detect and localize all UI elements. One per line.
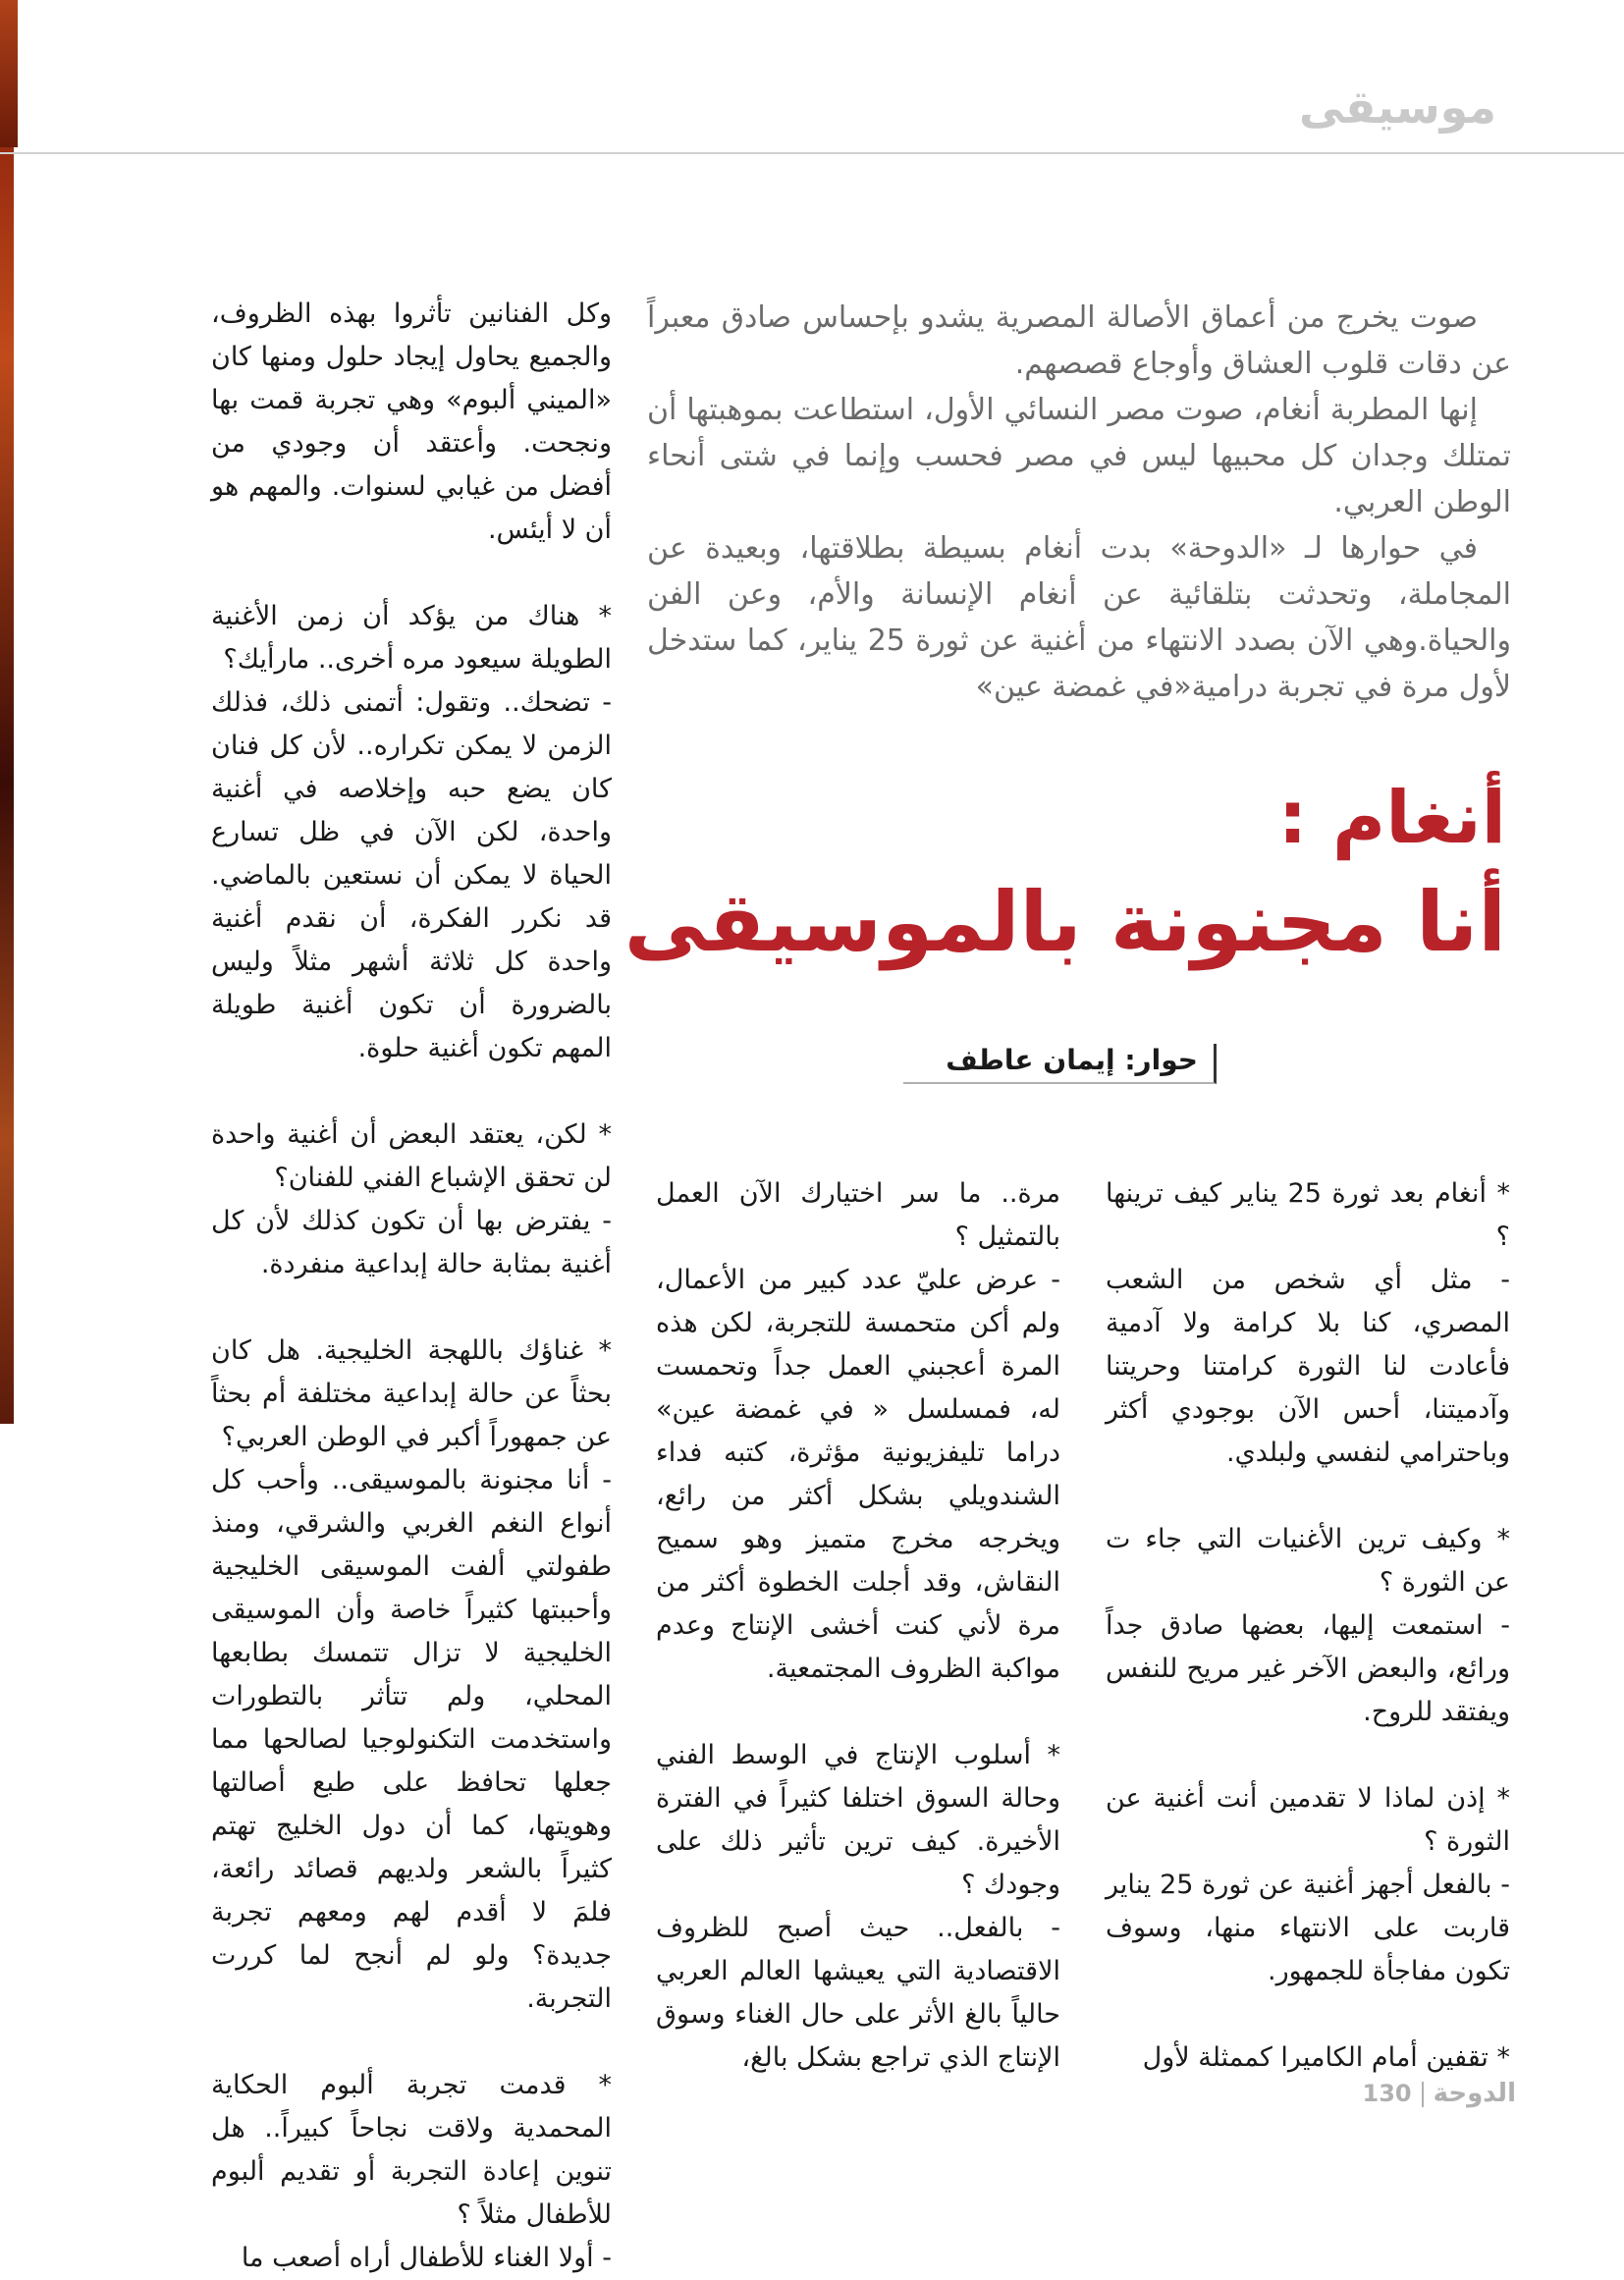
paragraph: مرة.. ما سر اختيارك الآن العمل بالتمثيل ؟ bbox=[656, 1178, 1060, 1252]
intro-paragraph: في حوارها لـ «الدوحة» بدت أنغام بسيطة بطلاقتها، وبعيدة عن المجاملة، وتحدثت بتلقائية عن أنغام الإنسانة والأم، وعن الفن والحياة.وهي الآن بصدد الانتهاء من أغنية عن ثورة 25 يناير، كما ستدخل لأول مرة في تجربة درامية«في غمضة عين» bbox=[647, 531, 1511, 704]
answer: - مثل أي شخص من الشعب المصري، كنا بلا كرامة ولا آدمية فأعادت لنا الثورة كرامتنا وحريتنا وآدميتنا، أحس الآن بوجودي أكثر وباحترامي لنفسي ولبلدي. bbox=[1106, 1265, 1510, 1468]
question: * أنغام بعد ثورة 25 يناير كيف ترينها ؟ bbox=[1106, 1178, 1510, 1252]
question: * قدمت تجربة ألبوم الحكاية المحمدية ولاقت نجاحاً كبيراً.. هل تنوين إعادة التجربة أو تقديم ألبوم للأطفال مثلاً ؟ bbox=[211, 2070, 612, 2230]
page-footer bbox=[1363, 2079, 1516, 2108]
answer: - عرض عليّ عدد كبير من الأعمال، ولم أكن متحمسة للتجربة، لكن هذه المرة أعجبني العمل جداً وتحمست له، فمسلسل « في غمضة عين» دراما تليفزيونية مؤثرة، كتبه فداء الشندويلي بشكل أكثر من رائع، ويخرجه مخرج متميز وهو سميح النقاش، وقد أجلت الخطوة أكثر من مرة لأني كنت أخشى الإنتاج وعدم مواكبة الظروف المجتمعية. bbox=[656, 1265, 1060, 1684]
answer: - بالفعل.. حيث أصبح للظروف الاقتصادية التي يعيشها العالم العربي حالياً بالغ الأثر على حال الغناء وسوق الإنتاج الذي تراجع بشكل بالغ، bbox=[656, 1913, 1060, 2073]
column-right bbox=[1106, 1172, 1510, 2080]
magazine-name: الدوحة bbox=[1433, 2079, 1516, 2108]
question: * وكيف ترين الأغنيات التي جاء ت عن الثورة ؟ bbox=[1106, 1524, 1510, 1598]
answer: - بالفعل أجهز أغنية عن ثورة 25 يناير قاربت على الانتهاء منها، وسوف تكون مفاجأة للجمهور. bbox=[1106, 1870, 1511, 1986]
question: * أسلوب الإنتاج في الوسط الفني وحالة السوق اختلفا كثيراً في الفترة الأخيرة. كيف ترين تأثير ذلك على وجودك ؟ bbox=[656, 1740, 1060, 1900]
question: * هناك من يؤكد أن زمن الأغنية الطويلة سيعود مره أخرى.. مارأيك؟ bbox=[211, 601, 612, 675]
edge-photo-strip bbox=[0, 0, 14, 1424]
footer-divider bbox=[1422, 2082, 1424, 2107]
page-number: 130 bbox=[1362, 2080, 1412, 2107]
answer: - يفترض بها أن تكون كذلك لأن كل أغنية بمثابة حالة إبداعية منفردة. bbox=[211, 1206, 612, 1279]
intro-block bbox=[647, 295, 1511, 710]
intro-paragraph: إنها المطربة أنغام، صوت مصر النسائي الأول، استطاعت بموهبتها أن تمتلك وجدان كل محبيها ليس في مصر فحسب وإنما في شتى أنحاء الوطن العربي. bbox=[647, 393, 1511, 519]
question: * إذن لماذا لا تقدمين أنت أغنية عن الثورة ؟ bbox=[1106, 1783, 1510, 1857]
column-middle bbox=[656, 1172, 1060, 2080]
question: * تقفين أمام الكاميرا كممثلة لأول bbox=[1142, 2042, 1510, 2073]
column-left bbox=[211, 293, 612, 2280]
answer: - أولا الغناء للأطفال أراه أصعب ما bbox=[241, 2243, 612, 2273]
edge-photo-strip-top bbox=[0, 0, 18, 147]
answer: - تضحك.. وتقول: أتمنى ذلك، فذلك الزمن لا يمكن تكراره.. لأن كل فنان كان يضع حبه وإخلاصه في أغنية واحدة، لكن الآن في ظل تسارع الحياة لا يمكن أن نستعين بالماضي. قد نكرر الفكرة، أن نقدم أغنية واحدة كل ثلاثة أشهر مثلاً وليس بالضرورة أن تكون أغنية طويلة المهم تكون أغنية حلوة. bbox=[211, 687, 612, 1063]
intro-paragraph: صوت يخرج من أعماق الأصالة المصرية يشدو بإحساس صادق معبراً عن دقات قلوب العشاق وأوجاع قصصهم. bbox=[647, 300, 1511, 381]
header-divider bbox=[0, 152, 1624, 154]
question: * لكن، يعتقد البعض أن أغنية واحدة لن تحقق الإشباع الفني للفنان؟ bbox=[211, 1119, 612, 1193]
article-title-line-2: أنا مجنونة بالموسيقى bbox=[623, 874, 1506, 970]
answer: - أنا مجنونة بالموسيقى.. وأحب كل أنواع النغم الغربي والشرقي، ومنذ طفولتي ألفت الموسيقى الخليجية وأحببتها كثيراً خاصة وأن الموسيقى الخليجية لا تزال تتمسك بطابعها المحلي، ولم تتأثر بالتطورات واستخدمت التكنولوجيا لصالحها مما جعلها تحافظ على طبع أصالتها وهويتها، كما أن دول الخليج تهتم كثيراً بالشعر ولديهم قصائد رائعة، فلمَ لا أقدم لهم ومعهم تجربة جديدة؟ ولو لم أنجح لما كررت التجربة. bbox=[211, 1465, 612, 2014]
byline: حوار: إيمان عاطف bbox=[903, 1044, 1217, 1084]
answer: - استمعت إليها، بعضها صادق جداً ورائع، والبعض الآخر غير مريح للنفس ويفتقد للروح. bbox=[1106, 1610, 1510, 1727]
paragraph: وكل الفنانين تأثروا بهذه الظروف، والجميع يحاول إيجاد حلول ومنها كان «الميني ألبوم» وهي تجربة قمت بها ونجحت. وأعتقد أن وجودي من أفضل من غيابي لسنوات. والمهم هو أن لا أيئس. bbox=[211, 299, 612, 545]
question: * غناؤك باللهجة الخليجية. هل كان بحثاً عن حالة إبداعية مختلفة أم بحثاً عن جمهوراً أكبر في الوطن العربي؟ bbox=[211, 1335, 612, 1452]
article-title-line-1: أنغام : bbox=[1277, 776, 1506, 860]
section-label: موسيقى bbox=[1299, 81, 1496, 134]
